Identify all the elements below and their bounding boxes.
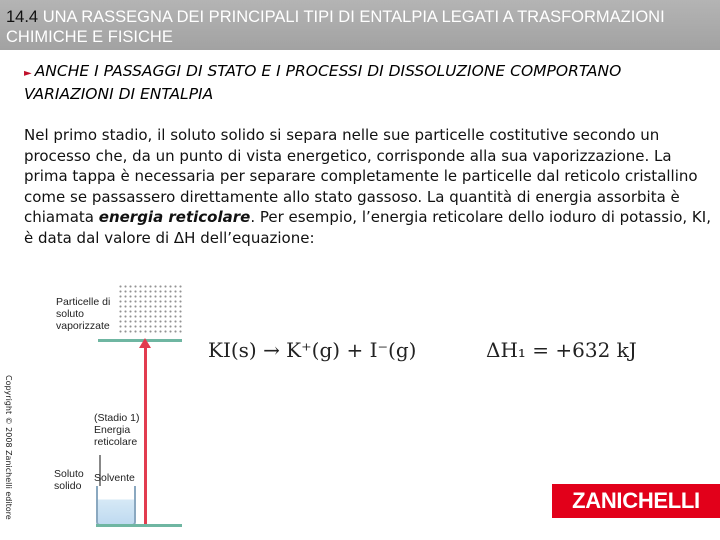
body-text-part-2: . Per esempio, l’energia reticolare dello ioduro di potassio, KI, è data dal valore di ΔH dell’equazione: — [24, 208, 711, 247]
solvent-label: Solvente — [94, 472, 135, 484]
slide-title — [6, 7, 706, 47]
solid-solute-label: Soluto solido — [54, 468, 84, 492]
copyright-notice — [0, 375, 14, 525]
lower-energy-level-line — [96, 524, 182, 527]
bullet-arrow-icon: ► — [24, 68, 32, 79]
title-bar — [0, 0, 720, 50]
key-term: energia reticolare — [98, 208, 251, 226]
copyright-text: Copyright © 2008 Zanichelli editore — [4, 375, 13, 520]
zanichelli-logo: ZANICHELLI — [552, 484, 720, 518]
enthalpy-value: ΔH₁ = +632 kJ — [486, 338, 637, 362]
solvent-beaker-image — [96, 486, 136, 526]
section-number: 14.4 — [6, 8, 39, 26]
vaporized-particles-image — [118, 284, 182, 334]
body-paragraph — [24, 125, 714, 248]
reaction-equation: KI(s) → K⁺(g) + I⁻(g) — [208, 338, 417, 362]
section-title: UNA RASSEGNA DEI PRINCIPALI TIPI DI ENTALPIA LEGATI A TRASFORMAZIONI CHIMICHE E FISICHE — [6, 8, 665, 46]
subtitle-text: ANCHE I PASSAGGI DI STATO E I PROCESSI DI DISSOLUZIONE COMPORTANO VARIAZIONI DI ENTALPIA — [24, 62, 622, 103]
body-text-part-1: Nel primo stadio, il soluto solido si separa nelle sue particelle costitutive secondo un processo che, da un punto di vista energetico, corrisponde alla sua vaporizzazione. La prima tappa è necessaria per separare completamente le particelle dal reticolo cristallino come se passassero direttamente allo stato gassoso. La quantità di energia assorbita è chiamata — [24, 126, 698, 226]
stage-1-label: (Stadio 1) Energia reticolare — [94, 412, 140, 448]
slide-subtitle — [24, 61, 704, 105]
particles-label: Particelle di soluto vaporizzate — [56, 296, 111, 332]
